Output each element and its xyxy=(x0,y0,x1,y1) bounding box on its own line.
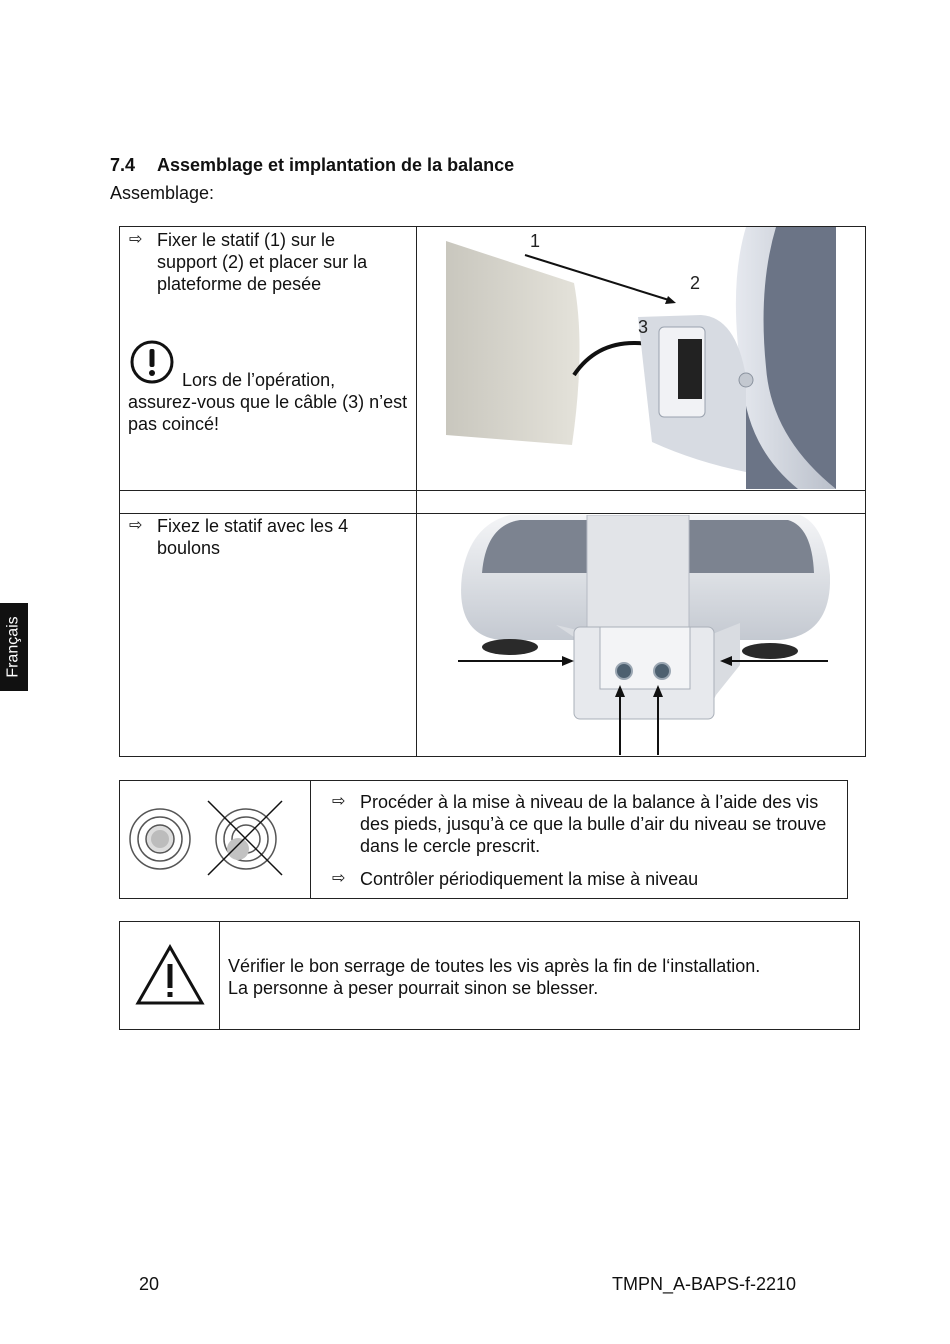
section-heading xyxy=(110,154,514,176)
leveling-item-2 xyxy=(332,868,832,890)
bubble-level-icon xyxy=(124,797,304,881)
step1-text: Fixer le statif (1) sur le support (2) et placer sur la plateforme de pesée xyxy=(157,230,368,294)
step1-bullet xyxy=(129,229,399,295)
caution-table xyxy=(119,921,860,1030)
step2-bullet xyxy=(129,515,399,559)
callout-2: 2 xyxy=(690,273,701,293)
arrow-right-icon: ⇨ xyxy=(332,870,346,887)
caution-line-2: La personne à peser pourrait sinon se blesser. xyxy=(228,978,599,998)
leveling-table xyxy=(119,780,848,899)
warning-triangle-icon xyxy=(135,944,205,1006)
document-id: TMPN_A-BAPS-f-2210 xyxy=(612,1274,797,1294)
step1-warning-first: Lors de l’opération, xyxy=(182,370,336,390)
leveling-text-1: Procéder à la mise à niveau de la balance à l’aide des vis des pieds, jusqu’à ce que la bulle d’air du niveau se trouve dans le cercle prescrit. xyxy=(360,792,827,856)
step1-warning-rest: assurez-vous que le câble (3) n’est pas coincé! xyxy=(128,392,408,434)
section-number: 7.4 xyxy=(110,155,136,175)
callout-1: 1 xyxy=(530,231,541,251)
step2-text: Fixez le statif avec les 4 boulons xyxy=(157,516,349,558)
page-number: 20 xyxy=(139,1274,160,1294)
language-tab-label: Français xyxy=(5,616,23,678)
arrow-right-icon: ⇨ xyxy=(129,517,143,534)
bolts-photo xyxy=(440,515,830,757)
leveling-text-2: Contrôler périodiquement la mise à niveau xyxy=(360,869,699,889)
attention-circle-icon xyxy=(130,340,174,384)
callout-3: 3 xyxy=(638,317,649,337)
arrow-right-icon: ⇨ xyxy=(129,231,143,248)
section-subtitle: Assemblage: xyxy=(110,183,215,203)
leveling-item-1 xyxy=(332,791,832,857)
arrow-right-icon: ⇨ xyxy=(332,793,346,810)
section-title: Assemblage et implantation de la balance xyxy=(157,155,515,175)
caution-line-1: Vérifier le bon serrage de toutes les vis après la fin de l‘installation. xyxy=(228,956,761,976)
stand-mounting-photo xyxy=(446,227,866,489)
assembly-table xyxy=(119,226,866,757)
language-tab xyxy=(0,603,28,691)
